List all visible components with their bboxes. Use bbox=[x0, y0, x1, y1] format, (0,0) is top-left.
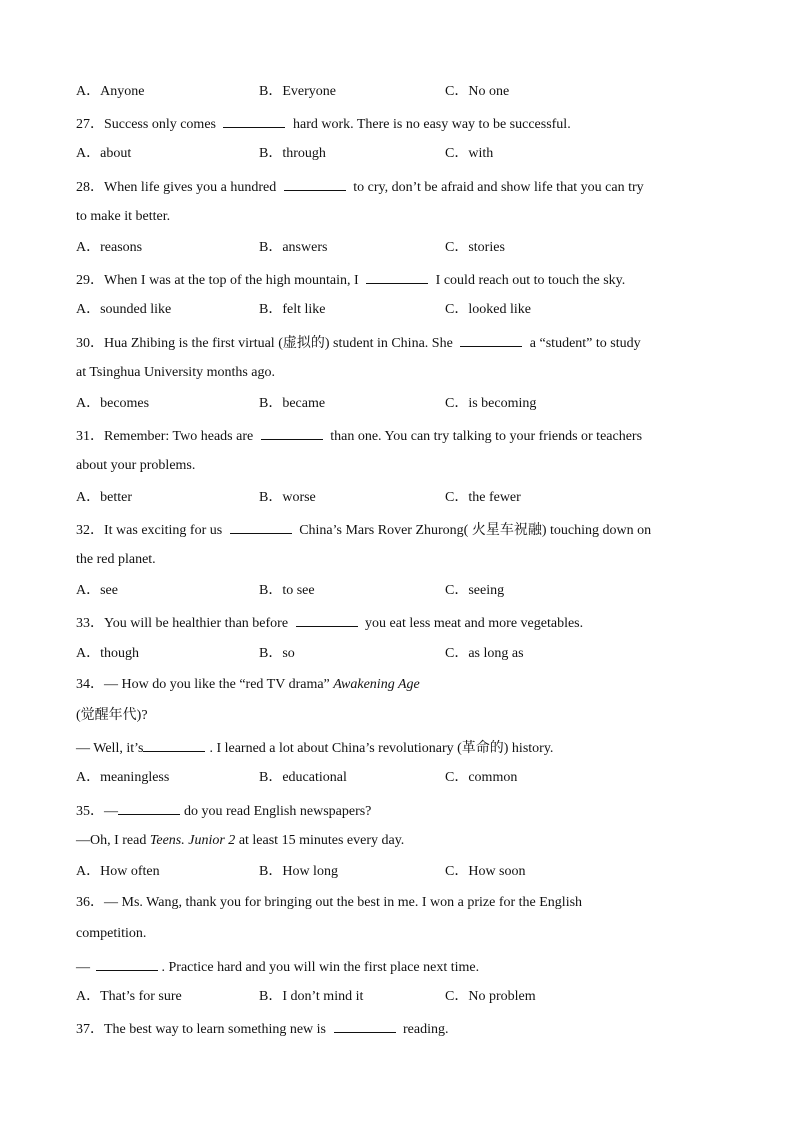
q30-text-pre: 30．Hua Zhibing is the first virtual (虚拟的) student in China. She bbox=[76, 336, 453, 351]
q32-option-a[interactable]: A．see bbox=[76, 583, 118, 598]
q35-text-pre: 35．— bbox=[76, 804, 118, 819]
q36-text-post-blank: . Practice hard and you will win the first place next time. bbox=[161, 960, 480, 975]
q28-text-pre: 28．When life gives you a hundred bbox=[76, 180, 277, 195]
q32-text-pre: 32．It was exciting for us bbox=[76, 523, 223, 538]
q33-option-a[interactable]: A．though bbox=[76, 646, 139, 661]
q31-stem bbox=[76, 426, 642, 446]
q31-option-a[interactable]: A．better bbox=[76, 490, 132, 505]
q28-blank[interactable] bbox=[284, 177, 346, 191]
q32-option-c[interactable]: C．seeing bbox=[445, 583, 505, 598]
q32-text-post: China’s Mars Rover Zhurong( 火星车祝融) touching down on bbox=[299, 523, 652, 538]
q30-stem-line2: at Tsinghua University months ago. bbox=[76, 365, 276, 380]
q35-stem bbox=[76, 801, 371, 821]
q28-option-b[interactable]: B．answers bbox=[259, 240, 328, 255]
q33-text-pre: 33．You will be healthier than before bbox=[76, 616, 289, 631]
q27-option-a[interactable]: A．about bbox=[76, 146, 132, 161]
q33-text-post: you eat less meat and more vegetables. bbox=[365, 616, 584, 631]
q31-option-c[interactable]: C．the fewer bbox=[445, 490, 521, 505]
q29-option-a[interactable]: A．sounded like bbox=[76, 302, 172, 317]
q31-blank[interactable] bbox=[261, 426, 323, 440]
q29-stem bbox=[76, 270, 625, 290]
q30-blank[interactable] bbox=[460, 333, 522, 347]
q26-option-a[interactable]: A．Anyone bbox=[76, 84, 145, 99]
q28-stem-line2: to make it better. bbox=[76, 209, 171, 224]
q28-text-post: to cry, don’t be afraid and show life that you can try bbox=[353, 180, 644, 195]
q36-stem-line3 bbox=[76, 957, 479, 977]
q34-stem bbox=[76, 676, 420, 694]
q31-option-b[interactable]: B．worse bbox=[259, 490, 316, 505]
q32-blank[interactable] bbox=[230, 520, 292, 534]
q36-text-pre-blank: — bbox=[76, 960, 90, 975]
q27-stem bbox=[76, 114, 571, 134]
q35-blank[interactable] bbox=[118, 801, 180, 815]
q31-text-post: than one. You can try talking to your friends or teachers bbox=[330, 429, 643, 444]
q27-text-post: hard work. There is no easy way to be successful. bbox=[292, 117, 571, 132]
q35-option-b[interactable]: B．How long bbox=[259, 864, 338, 879]
q28-option-a[interactable]: A．reasons bbox=[76, 240, 143, 255]
q36-option-b[interactable]: B．I don’t mind it bbox=[259, 989, 364, 1004]
q30-stem bbox=[76, 333, 641, 353]
q36-stem-line2: competition. bbox=[76, 926, 147, 941]
q32-option-b[interactable]: B．to see bbox=[259, 583, 315, 598]
q35-option-a[interactable]: A．How often bbox=[76, 864, 160, 879]
q27-option-c[interactable]: C．with bbox=[445, 146, 494, 161]
q36-option-c[interactable]: C．No problem bbox=[445, 989, 536, 1004]
q31-text-pre: 31．Remember: Two heads are bbox=[76, 429, 254, 444]
q29-option-c[interactable]: C．looked like bbox=[445, 302, 531, 317]
q36-blank[interactable] bbox=[96, 957, 158, 971]
q37-text-pre: 37．The best way to learn something new is bbox=[76, 1022, 327, 1037]
q29-text-post: I could reach out to touch the sky. bbox=[435, 273, 626, 288]
q34-text-pre: 34．— How do you like the “red TV drama” bbox=[76, 677, 330, 692]
q34-stem-line2: (觉醒年代)? bbox=[76, 708, 148, 723]
q35-option-c[interactable]: C．How soon bbox=[445, 864, 526, 879]
q37-text-post: reading. bbox=[403, 1022, 449, 1037]
q31-stem-line2: about your problems. bbox=[76, 458, 196, 473]
q37-stem bbox=[76, 1019, 449, 1039]
q36-stem: 36．— Ms. Wang, thank you for bringing out the best in me. I won a prize for the English bbox=[76, 895, 583, 910]
q35-newspaper-title: Teens. Junior 2 bbox=[149, 833, 236, 848]
q34-text-post-blank: . I learned a lot about China’s revolutionary (革命的) history. bbox=[209, 741, 554, 756]
q34-blank[interactable] bbox=[143, 738, 205, 752]
q34-option-b[interactable]: B．educational bbox=[259, 770, 347, 785]
q34-drama-title: Awakening Age bbox=[333, 677, 420, 692]
q29-text-pre: 29．When I was at the top of the high mountain, I bbox=[76, 273, 359, 288]
q34-text-pre-blank: — Well, it’s bbox=[76, 741, 144, 756]
q32-stem-line2: the red planet. bbox=[76, 552, 156, 567]
q28-option-c[interactable]: C．stories bbox=[445, 240, 505, 255]
q33-option-b[interactable]: B．so bbox=[259, 646, 295, 661]
q27-option-b[interactable]: B．through bbox=[259, 146, 326, 161]
q34-stem-line3 bbox=[76, 738, 553, 758]
q33-blank[interactable] bbox=[296, 613, 358, 627]
q29-option-b[interactable]: B．felt like bbox=[259, 302, 326, 317]
q27-text-pre: 27．Success only comes bbox=[76, 117, 216, 132]
q27-blank[interactable] bbox=[223, 114, 285, 128]
q30-text-post: a “student” to study bbox=[529, 336, 641, 351]
q34-option-a[interactable]: A．meaningless bbox=[76, 770, 170, 785]
q35-line2-post: at least 15 minutes every day. bbox=[238, 833, 405, 848]
q32-stem bbox=[76, 520, 651, 540]
q37-blank[interactable] bbox=[334, 1019, 396, 1033]
q33-option-c[interactable]: C．as long as bbox=[445, 646, 524, 661]
q35-stem-line2 bbox=[76, 832, 404, 850]
q36-option-a[interactable]: A．That’s for sure bbox=[76, 989, 182, 1004]
q30-option-b[interactable]: B．became bbox=[259, 396, 326, 411]
q26-option-b[interactable]: B．Everyone bbox=[259, 84, 336, 99]
q30-option-c[interactable]: C．is becoming bbox=[445, 396, 537, 411]
q29-blank[interactable] bbox=[366, 270, 428, 284]
q30-option-a[interactable]: A．becomes bbox=[76, 396, 150, 411]
q26-option-c[interactable]: C．No one bbox=[445, 84, 510, 99]
q33-stem bbox=[76, 613, 583, 633]
q35-line2-pre: —Oh, I read bbox=[76, 833, 147, 848]
q35-text-post: do you read English newspapers? bbox=[184, 804, 372, 819]
q28-stem bbox=[76, 177, 644, 197]
q34-option-c[interactable]: C．common bbox=[445, 770, 518, 785]
